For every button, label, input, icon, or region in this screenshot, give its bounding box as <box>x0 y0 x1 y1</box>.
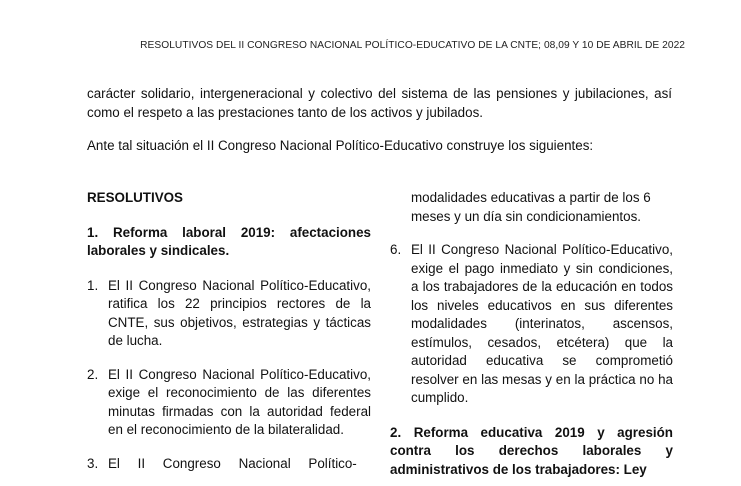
resolution-list-right <box>390 241 673 408</box>
section-1-title: 1. Reforma laboral 2019: afectaciones laborales y sindicales. <box>87 224 371 258</box>
section-2-title: 2. Reforma educativa 2019 y agresión contra los derechos laborales y administrativos de los trabajadores: Ley <box>390 424 673 477</box>
intro-paragraph: carácter solidario, intergeneracional y colectivo del sistema de las pensiones y jubilaciones, así como el respeto a las prestaciones tanto de los activos y jubilados. <box>87 86 672 120</box>
resolution-item-1 <box>87 277 371 351</box>
resolution-item-2 <box>87 366 371 440</box>
running-header: RESOLUTIVOS DEL II CONGRESO NACIONAL POLÍTICO-EDUCATIVO DE LA CNTE; 08,09 Y 10 DE ABRIL DE 2022 <box>140 40 685 51</box>
resolution-text: El II Congreso Nacional Político-Educativo, ratifica los 22 principios rectores de la CNTE, sus objetivos, estrategias y tácticas de lucha. <box>108 277 371 348</box>
resolution-number: 6. <box>390 242 402 257</box>
continued-text: modalidades educativas a partir de los 6 meses y un día sin condicionamientos. <box>411 190 651 224</box>
resolution-number: 2. <box>87 366 99 382</box>
resolution-item-6 <box>390 241 673 408</box>
resolution-number: 1. <box>87 277 99 293</box>
intro-lead-paragraph: Ante tal situación el II Congreso Nacional Político-Educativo construye los siguientes: <box>87 138 594 153</box>
resolutivos-heading: RESOLUTIVOS <box>87 190 183 205</box>
left-column <box>87 189 371 473</box>
right-column <box>390 189 673 479</box>
resolution-text: El II Congreso Nacional Político- <box>108 455 357 471</box>
resolution-item-3 <box>87 455 371 474</box>
resolution-list-left <box>87 277 371 474</box>
resolution-text: El II Congreso Nacional Político-Educativo, exige el reconocimiento de las diferentes minutas firmadas con la autoridad federal en el reconocimiento de la bilateralidad. <box>108 366 371 437</box>
resolution-text: El II Congreso Nacional Político-Educativo, exige el pago inmediato y sin condiciones, a los trabajadores de la educación en todos los niveles educativos en sus diferentes modalidades (interinatos, ascensos, estímulos, cesados, etcétera) que la autoridad educativa se comprometió resolver en las mesas y en la práctica no ha cumplido. <box>411 242 673 405</box>
resolution-number: 3. <box>87 455 99 471</box>
